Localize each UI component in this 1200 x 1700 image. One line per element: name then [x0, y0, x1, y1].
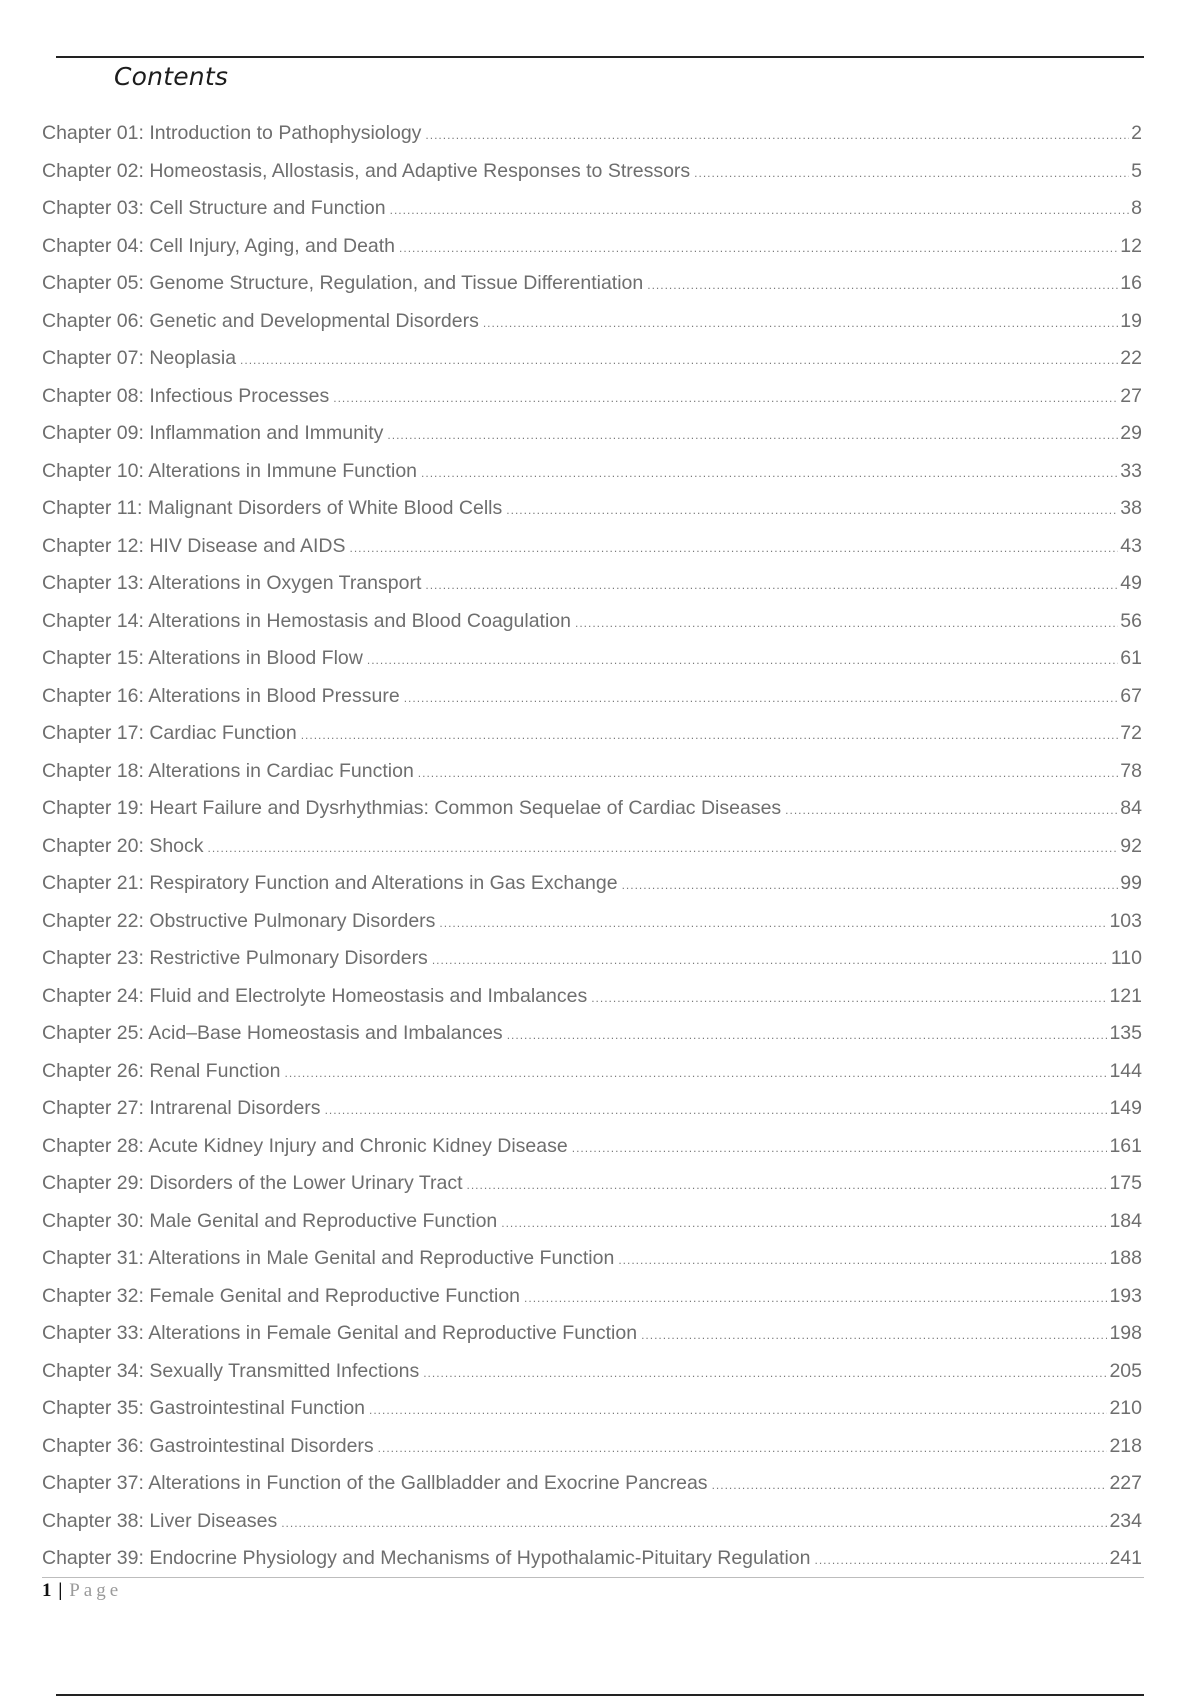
toc-entry-title: Chapter 36: Gastrointestinal Disorders: [42, 1434, 374, 1457]
toc-entry[interactable]: [42, 122, 1142, 160]
toc-entry[interactable]: [42, 1435, 1142, 1473]
toc-entry-title: Chapter 37: Alterations in Function of the Gallbladder and Exocrine Pancreas: [42, 1472, 708, 1494]
toc-entry-title: Chapter 32: Female Genital and Reproductive Function: [42, 1284, 521, 1307]
toc-entry-title: Chapter 05: Genome Structure, Regulation, and Tissue Differentiation: [42, 272, 644, 294]
toc-entry[interactable]: [42, 1510, 1142, 1548]
toc-entry-title: Chapter 12: HIV Disease and AIDS: [42, 534, 346, 557]
toc-entry-page: 8: [1131, 197, 1142, 219]
toc-entry-title: Chapter 29: Disorders of the Lower Urinary Tract: [42, 1172, 463, 1194]
toc-entry-title: Chapter 31: Alterations in Male Genital and Reproductive Function: [42, 1247, 615, 1269]
toc-entry-page: 84: [1120, 797, 1142, 819]
toc-dot-leader: [425, 128, 1129, 142]
toc-dot-leader: [647, 278, 1118, 292]
toc-entry[interactable]: [42, 760, 1142, 798]
toc-dot-leader: [622, 878, 1119, 892]
toc-entry[interactable]: [42, 272, 1142, 310]
toc-dot-leader: [814, 1553, 1107, 1567]
toc-entry-title: Chapter 38: Liver Diseases: [42, 1509, 278, 1532]
toc-entry-title: Chapter 20: Shock: [42, 834, 204, 857]
toc-entry[interactable]: [42, 310, 1142, 348]
toc-entry[interactable]: [42, 1210, 1142, 1248]
toc-entry-title: Chapter 13: Alterations in Oxygen Transport: [42, 572, 422, 594]
toc-entry-page: 205: [1109, 1359, 1142, 1382]
toc-entry-title: Chapter 22: Obstructive Pulmonary Disorders: [42, 909, 436, 932]
toc-entry-title: Chapter 35: Gastrointestinal Function: [42, 1397, 366, 1419]
toc-entry[interactable]: [42, 460, 1142, 498]
toc-entry[interactable]: [42, 872, 1142, 910]
toc-entry-page: 61: [1120, 647, 1142, 669]
toc-entry[interactable]: [42, 1172, 1142, 1210]
toc-dot-leader: [387, 428, 1118, 442]
toc-dot-leader: [432, 953, 1109, 967]
toc-entry-page: 67: [1120, 684, 1142, 707]
footer-separator: |: [58, 1580, 63, 1601]
toc-dot-leader: [591, 991, 1107, 1005]
toc-entry[interactable]: [42, 835, 1142, 873]
toc-entry[interactable]: [42, 197, 1142, 235]
toc-dot-leader: [378, 1441, 1108, 1455]
toc-dot-leader: [421, 466, 1118, 480]
toc-entry-page: 5: [1131, 159, 1142, 182]
toc-entry-title: Chapter 17: Cardiac Function: [42, 722, 297, 744]
toc-entry-page: 29: [1120, 422, 1142, 444]
toc-entry-page: 188: [1109, 1247, 1142, 1269]
toc-entry-page: 210: [1109, 1397, 1142, 1419]
toc-dot-leader: [399, 241, 1118, 255]
toc-entry-title: Chapter 03: Cell Structure and Function: [42, 197, 386, 219]
toc-dot-leader: [501, 1216, 1107, 1230]
toc-entry[interactable]: [42, 497, 1142, 535]
toc-entry-title: Chapter 19: Heart Failure and Dysrhythmias: Common Sequelae of Cardiac Diseases: [42, 797, 782, 819]
toc-entry-page: 22: [1120, 347, 1142, 369]
toc-dot-leader: [467, 1178, 1108, 1192]
toc-entry-page: 121: [1109, 984, 1142, 1007]
toc-entry-title: Chapter 21: Respiratory Function and Alterations in Gas Exchange: [42, 872, 618, 894]
toc-entry-title: Chapter 16: Alterations in Blood Pressure: [42, 684, 400, 707]
toc-dot-leader: [367, 653, 1118, 667]
toc-entry-page: 27: [1120, 384, 1142, 407]
toc-entry-title: Chapter 15: Alterations in Blood Flow: [42, 647, 363, 669]
toc-entry-title: Chapter 01: Introduction to Pathophysiology: [42, 122, 422, 144]
toc-entry[interactable]: [42, 1397, 1142, 1435]
toc-entry[interactable]: [42, 572, 1142, 610]
toc-entry-title: Chapter 18: Alterations in Cardiac Function: [42, 759, 414, 782]
toc-dot-leader: [507, 1028, 1108, 1042]
toc-entry-page: 175: [1109, 1172, 1142, 1194]
toc-dot-leader: [572, 1141, 1108, 1155]
toc-entry[interactable]: [42, 385, 1142, 423]
toc-entry-page: 2: [1131, 122, 1142, 144]
toc-dot-leader: [618, 1253, 1107, 1267]
toc-entry-title: Chapter 02: Homeostasis, Allostasis, and Adaptive Responses to Stressors: [42, 159, 691, 182]
toc-entry[interactable]: [42, 1285, 1142, 1323]
toc-entry-page: 184: [1109, 1209, 1142, 1232]
toc-entry-page: 218: [1109, 1434, 1142, 1457]
toc-dot-leader: [785, 803, 1118, 817]
toc-entry[interactable]: [42, 1360, 1142, 1398]
toc-dot-leader: [712, 1478, 1108, 1492]
toc-entry-page: 49: [1120, 572, 1142, 594]
footer-page-label: Page: [69, 1580, 123, 1601]
toc-dot-leader: [575, 616, 1118, 630]
toc-entry-page: 135: [1109, 1022, 1142, 1044]
toc-entry-page: 19: [1120, 309, 1142, 332]
toc-entry-title: Chapter 10: Alterations in Immune Function: [42, 459, 418, 482]
toc-entry-title: Chapter 28: Acute Kidney Injury and Chronic Kidney Disease: [42, 1134, 568, 1157]
toc-entry-page: 110: [1110, 947, 1142, 969]
toc-entry-title: Chapter 30: Male Genital and Reproductive Function: [42, 1209, 498, 1232]
toc-entry[interactable]: [42, 1322, 1142, 1360]
toc-dot-leader: [284, 1066, 1107, 1080]
toc-dot-leader: [301, 728, 1119, 742]
toc-entry[interactable]: [42, 1547, 1142, 1585]
toc-entry-page: 56: [1120, 609, 1142, 632]
toc-entry-title: Chapter 11: Malignant Disorders of White Blood Cells: [42, 497, 503, 519]
toc-dot-leader: [390, 203, 1130, 217]
toc-entry-page: 16: [1120, 272, 1142, 294]
toc-entry-title: Chapter 33: Alterations in Female Genital and Reproductive Function: [42, 1322, 638, 1344]
toc-entry-page: 144: [1109, 1059, 1142, 1082]
toc-entry-title: Chapter 34: Sexually Transmitted Infections: [42, 1359, 420, 1382]
toc-entry[interactable]: [42, 1097, 1142, 1135]
toc-entry-page: 92: [1120, 834, 1142, 857]
toc-entry-page: 33: [1120, 459, 1142, 482]
toc-entry[interactable]: [42, 1472, 1142, 1510]
toc-entry-page: 161: [1109, 1134, 1142, 1157]
toc-dot-leader: [506, 503, 1118, 517]
page-footer: [42, 1580, 122, 1602]
toc-entry-title: Chapter 24: Fluid and Electrolyte Homeostasis and Imbalances: [42, 984, 588, 1007]
toc-dot-leader: [325, 1103, 1108, 1117]
toc-dot-leader: [350, 541, 1119, 555]
toc-dot-leader: [524, 1291, 1107, 1305]
toc-entry[interactable]: [42, 422, 1142, 460]
toc-entry[interactable]: [42, 1135, 1142, 1173]
footer-page-number: 1: [42, 1580, 52, 1601]
toc-dot-leader: [333, 391, 1118, 405]
toc-dot-leader: [425, 578, 1118, 592]
footer-rule: [42, 1577, 1144, 1578]
toc-entry[interactable]: [42, 947, 1142, 985]
header-rule: [56, 56, 1144, 58]
toc-dot-leader: [439, 916, 1107, 930]
toc-entry[interactable]: [42, 647, 1142, 685]
toc-entry-page: 227: [1109, 1472, 1142, 1494]
toc-dot-leader: [694, 166, 1129, 180]
toc-entry-page: 99: [1120, 872, 1142, 894]
toc-entry[interactable]: [42, 722, 1142, 760]
toc-entry-page: 38: [1120, 497, 1142, 519]
toc-dot-leader: [369, 1403, 1107, 1417]
toc-entry[interactable]: [42, 910, 1142, 948]
toc-dot-leader: [423, 1366, 1107, 1380]
toc-entry-title: Chapter 25: Acid–Base Homeostasis and Imbalances: [42, 1022, 503, 1044]
page-bottom-rule: [56, 1694, 1144, 1696]
toc-dot-leader: [641, 1328, 1107, 1342]
table-of-contents: [42, 122, 1142, 1585]
toc-entry-title: Chapter 04: Cell Injury, Aging, and Death: [42, 234, 396, 257]
toc-entry-page: 193: [1109, 1284, 1142, 1307]
toc-entry-page: 234: [1109, 1509, 1142, 1532]
toc-entry-page: 12: [1120, 234, 1142, 257]
toc-entry-page: 78: [1120, 759, 1142, 782]
toc-entry-page: 72: [1120, 722, 1142, 744]
toc-entry[interactable]: [42, 797, 1142, 835]
toc-dot-leader: [240, 353, 1118, 367]
toc-entry[interactable]: [42, 535, 1142, 573]
toc-entry-page: 103: [1109, 909, 1142, 932]
toc-dot-leader: [208, 841, 1119, 855]
toc-dot-leader: [281, 1516, 1107, 1530]
toc-entry-title: Chapter 08: Infectious Processes: [42, 384, 330, 407]
toc-entry-title: Chapter 39: Endocrine Physiology and Mechanisms of Hypothalamic-Pituitary Regulation: [42, 1547, 811, 1569]
toc-entry-title: Chapter 27: Intrarenal Disorders: [42, 1097, 321, 1119]
toc-entry-title: Chapter 23: Restrictive Pulmonary Disorders: [42, 947, 428, 969]
toc-entry-title: Chapter 06: Genetic and Developmental Disorders: [42, 309, 479, 332]
toc-dot-leader: [418, 766, 1119, 780]
toc-entry-page: 43: [1120, 534, 1142, 557]
toc-entry[interactable]: [42, 985, 1142, 1023]
toc-entry-title: Chapter 14: Alterations in Hemostasis and Blood Coagulation: [42, 609, 571, 632]
toc-dot-leader: [483, 316, 1118, 330]
toc-entry[interactable]: [42, 685, 1142, 723]
toc-entry[interactable]: [42, 1247, 1142, 1285]
toc-entry[interactable]: [42, 347, 1142, 385]
toc-entry-page: 198: [1109, 1322, 1142, 1344]
toc-entry-title: Chapter 26: Renal Function: [42, 1059, 281, 1082]
toc-entry[interactable]: [42, 160, 1142, 198]
toc-entry[interactable]: [42, 1060, 1142, 1098]
contents-heading: Contents: [114, 62, 229, 91]
toc-entry-title: Chapter 07: Neoplasia: [42, 347, 237, 369]
toc-dot-leader: [404, 691, 1119, 705]
toc-entry[interactable]: [42, 1022, 1142, 1060]
toc-entry[interactable]: [42, 235, 1142, 273]
toc-entry-title: Chapter 09: Inflammation and Immunity: [42, 422, 384, 444]
toc-entry-page: 149: [1109, 1097, 1142, 1119]
toc-entry-page: 241: [1109, 1547, 1142, 1569]
toc-entry[interactable]: [42, 610, 1142, 648]
